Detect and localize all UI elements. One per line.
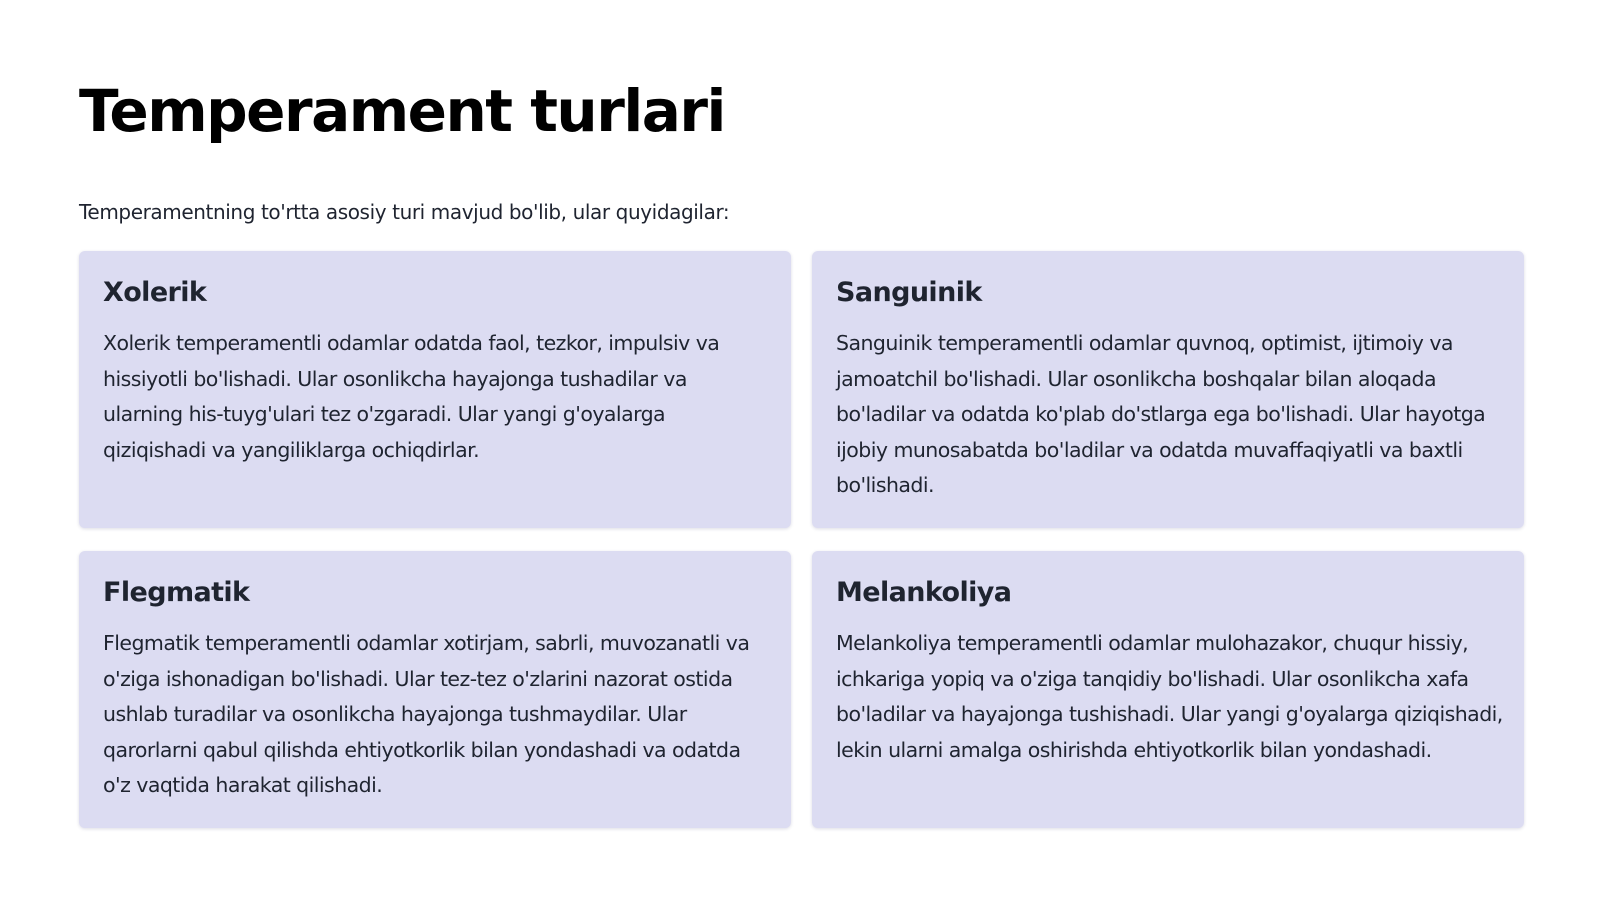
card-melankoliya xyxy=(812,551,1524,828)
card-title: Melankoliya xyxy=(836,577,1012,608)
card-title: Xolerik xyxy=(103,277,207,308)
card-sanguinik xyxy=(812,251,1524,528)
page-title: Temperament turlari xyxy=(79,77,725,145)
card-flegmatik xyxy=(79,551,791,828)
card-title: Flegmatik xyxy=(103,577,250,608)
card-text: Flegmatik temperamentli odamlar xotirjam, sabrli, muvozanatli va o'ziga ishonadigan bo'lishadi. Ular tez-tez o'zlarini nazorat ostida ushlab turadilar va osonlikcha hayajonga tushmaydilar. Ular qarorlarni qabul qilishda ehtiyotkorlik bilan yondashadi va odatda o'z vaqtida harakat qilishadi. xyxy=(103,631,750,798)
intro-text: Temperamentning to'rtta asosiy turi mavjud bo'lib, ular quyidagilar: xyxy=(79,200,730,224)
card-title: Sanguinik xyxy=(836,277,982,308)
card-text: Xolerik temperamentli odamlar odatda faol, tezkor, impulsiv va hissiyotli bo'lishadi. Ular osonlikcha hayajonga tushadilar va ularning his-tuyg'ulari tez o'zgaradi. Ular yangi g'oyalarga qiziqishadi va yangiliklarga ochiqdirlar. xyxy=(103,331,720,462)
card-xolerik xyxy=(79,251,791,528)
card-text: Sanguinik temperamentli odamlar quvnoq, optimist, ijtimoiy va jamoatchil bo'lishadi. Ular osonlikcha boshqalar bilan aloqada bo'ladilar va odatda ko'plab do'stlarga ega bo'lishadi. Ular hayotga ijobiy munosabatda bo'ladilar va odatda muvaffaqiyatli va baxtli bo'lishadi. xyxy=(836,331,1486,498)
card-text: Melankoliya temperamentli odamlar mulohazakor, chuqur hissiy, ichkariga yopiq va o'ziga tanqidiy bo'lishadi. Ular osonlikcha xafa bo'ladilar va hayajonga tushishadi. Ular yangi g'oyalarga qiziqishadi, lekin ularni amalga oshirishda ehtiyotkorlik bilan yondashadi. xyxy=(836,631,1503,762)
